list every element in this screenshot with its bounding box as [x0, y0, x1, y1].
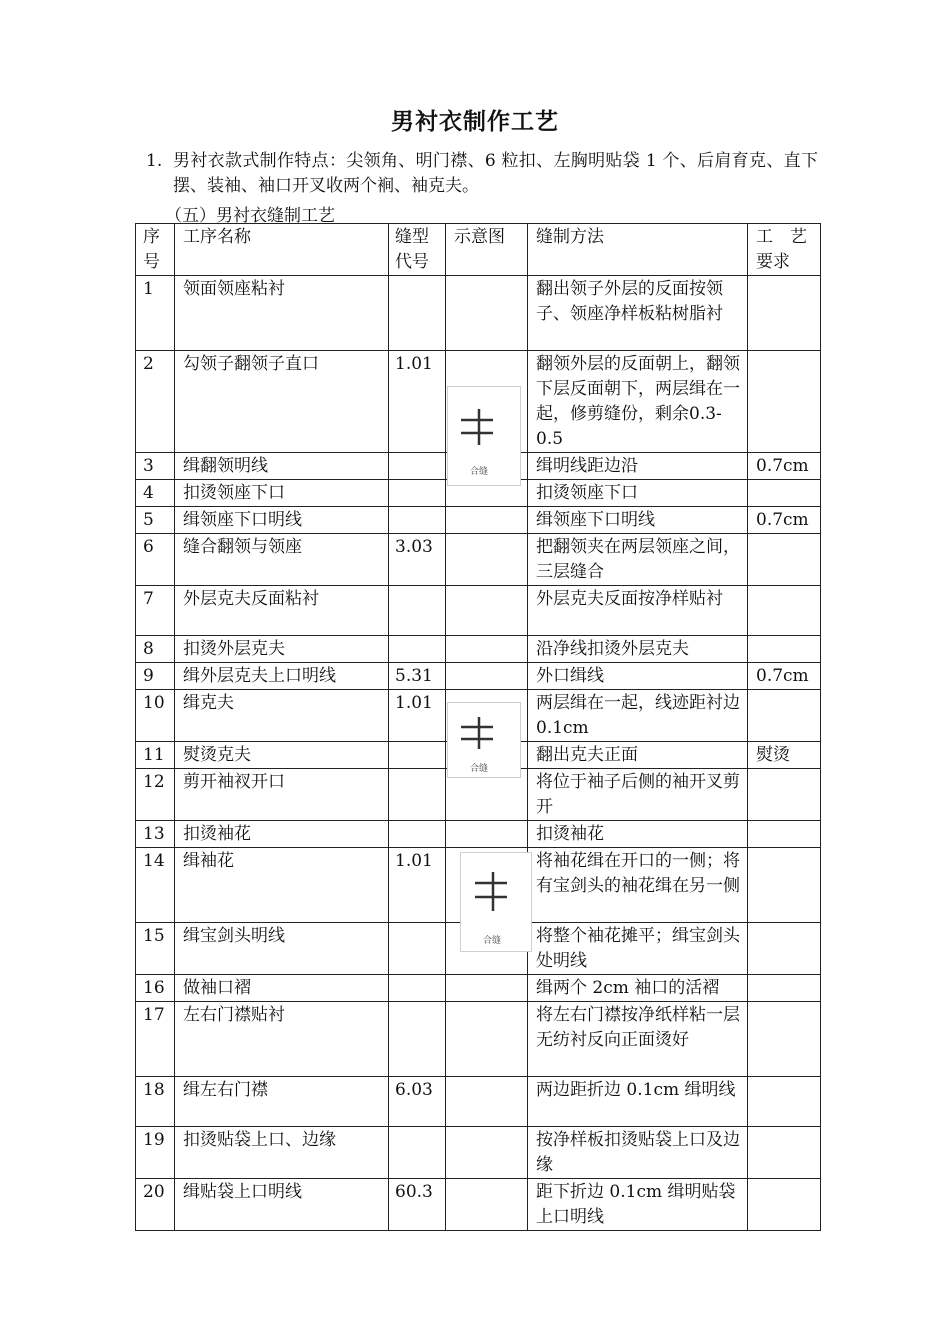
table-row [136, 276, 821, 351]
cell-seam-code [389, 742, 446, 769]
cell-seq: 11 [136, 742, 175, 769]
cell-requirement: 0.7cm [748, 507, 821, 534]
header-code: 缝型代号 [389, 224, 446, 276]
cell-requirement [748, 586, 821, 636]
cell-requirement: 熨烫 [748, 742, 821, 769]
cell-process-name: 缉宝剑头明线 [175, 923, 389, 975]
cell-process-name: 剪开袖衩开口 [175, 769, 389, 821]
cell-method: 缉两个 2cm 袖口的活褶 [528, 975, 748, 1002]
cell-seq: 6 [136, 534, 175, 586]
cell-method: 将左右门襟按净纸样粘一层无纺衬反向正面烫好 [528, 1002, 748, 1077]
cell-seam-code [389, 453, 446, 480]
cell-method: 将位于袖子后侧的袖开叉剪开 [528, 769, 748, 821]
cell-method: 沿净线扣烫外层克夫 [528, 636, 748, 663]
section-subheading: （五）男衬衣缝制工艺 [165, 206, 335, 226]
cell-process-name: 扣烫领座下口 [175, 480, 389, 507]
cell-seq: 14 [136, 848, 175, 923]
cell-seq: 7 [136, 586, 175, 636]
cell-process-name: 缉左右门襟 [175, 1077, 389, 1127]
cell-seam-code [389, 507, 446, 534]
cell-seam-code [389, 1127, 446, 1179]
cell-process-name: 缉翻领明线 [175, 453, 389, 480]
cell-requirement [748, 848, 821, 923]
cell-seam-code: 3.03 [389, 534, 446, 586]
cell-seq: 19 [136, 1127, 175, 1179]
cell-method: 按净样板扣烫贴袋上口及边缘 [528, 1127, 748, 1179]
cell-diagram [446, 636, 528, 663]
cell-seq: 2 [136, 351, 175, 453]
cell-requirement [748, 534, 821, 586]
cell-diagram [446, 1077, 528, 1127]
cell-method: 缉领座下口明线 [528, 507, 748, 534]
cell-requirement [748, 975, 821, 1002]
cell-diagram [446, 507, 528, 534]
table-row [136, 507, 821, 534]
cell-process-name: 左右门襟贴衬 [175, 1002, 389, 1077]
cell-seam-code: 1.01 [389, 848, 446, 923]
cell-diagram [446, 975, 528, 1002]
cell-seq: 1 [136, 276, 175, 351]
cell-method: 距下折边 0.1cm 缉明贴袋上口明线 [528, 1179, 748, 1231]
table-row [136, 1179, 821, 1231]
cell-process-name: 领面领座粘衬 [175, 276, 389, 351]
table-row [136, 663, 821, 690]
cell-process-name: 扣烫贴袋上口、边缘 [175, 1127, 389, 1179]
cell-seam-code [389, 586, 446, 636]
cell-process-name: 缉领座下口明线 [175, 507, 389, 534]
table-row [136, 1002, 821, 1077]
table-row [136, 586, 821, 636]
cell-seam-code [389, 769, 446, 821]
cell-seam-code: 1.01 [389, 351, 446, 453]
cell-method: 翻领外层的反面朝上，翻领下层反面朝下，两层缉在一起，修剪缝份，剩余0.3-0.5 [528, 351, 748, 453]
cell-seam-code: 60.3 [389, 1179, 446, 1231]
cell-diagram [446, 1127, 528, 1179]
cell-requirement [748, 480, 821, 507]
cell-method: 缉明线距边沿 [528, 453, 748, 480]
seam-diagram-3-svg [461, 853, 531, 951]
seam-diagram-3 [460, 852, 532, 952]
cell-seam-code [389, 480, 446, 507]
cell-process-name: 缉外层克夫上口明线 [175, 663, 389, 690]
header-seq: 序号 [136, 224, 175, 276]
cell-diagram [446, 1179, 528, 1231]
cell-process-name: 缉克夫 [175, 690, 389, 742]
cell-diagram [446, 534, 528, 586]
header-diagram: 示意图 [446, 224, 528, 276]
cell-seq: 8 [136, 636, 175, 663]
cell-requirement [748, 769, 821, 821]
seam-diagram-2-svg [448, 703, 520, 777]
cell-seq: 12 [136, 769, 175, 821]
cell-seam-code: 5.31 [389, 663, 446, 690]
cell-seq: 15 [136, 923, 175, 975]
intro-paragraph [146, 149, 818, 199]
cell-process-name: 熨烫克夫 [175, 742, 389, 769]
seam-diagram-3-caption: 合缝 [483, 936, 502, 946]
cell-requirement [748, 690, 821, 742]
cell-requirement [748, 636, 821, 663]
header-requirement: 工 艺要求 [748, 224, 821, 276]
cell-requirement [748, 821, 821, 848]
table-header-row [136, 224, 821, 276]
header-name: 工序名称 [175, 224, 389, 276]
cell-requirement: 0.7cm [748, 453, 821, 480]
cell-method: 两边距折边 0.1cm 缉明线 [528, 1077, 748, 1127]
cell-seq: 9 [136, 663, 175, 690]
cell-diagram [446, 663, 528, 690]
cell-method: 两层缉在一起，线迹距衬边 0.1cm [528, 690, 748, 742]
cell-method: 外层克夫反面按净样贴衬 [528, 586, 748, 636]
cell-seam-code: 6.03 [389, 1077, 446, 1127]
table-row [136, 975, 821, 1002]
intro-text: 男衬衣款式制作特点：尖领角、明门襟、6 粒扣、左胸明贴袋 1 个、后肩育克、直下摆、装袖、袖口开叉收两个裥、袖克夫。 [173, 151, 818, 196]
cell-requirement [748, 351, 821, 453]
cell-seam-code [389, 636, 446, 663]
seam-diagram-1 [447, 386, 521, 486]
cell-method: 外口缉线 [528, 663, 748, 690]
seam-diagram-2-caption: 合缝 [470, 764, 489, 774]
cell-seq: 16 [136, 975, 175, 1002]
cell-diagram [446, 586, 528, 636]
cell-method: 扣烫袖花 [528, 821, 748, 848]
cell-requirement [748, 1002, 821, 1077]
cell-requirement [748, 276, 821, 351]
cell-seam-code: 1.01 [389, 690, 446, 742]
cell-process-name: 缉贴袋上口明线 [175, 1179, 389, 1231]
cell-seq: 17 [136, 1002, 175, 1077]
cell-seam-code [389, 821, 446, 848]
cell-requirement [748, 1127, 821, 1179]
seam-diagram-1-svg [448, 387, 520, 485]
cell-seam-code [389, 1002, 446, 1077]
cell-seq: 10 [136, 690, 175, 742]
cell-process-name: 缝合翻领与领座 [175, 534, 389, 586]
cell-seam-code [389, 975, 446, 1002]
table-row [136, 636, 821, 663]
cell-diagram [446, 1002, 528, 1077]
cell-requirement: 0.7cm [748, 663, 821, 690]
cell-seq: 18 [136, 1077, 175, 1127]
table-row [136, 1127, 821, 1179]
table-row [136, 821, 821, 848]
cell-method: 将袖花缉在开口的一侧；将有宝剑头的袖花缉在另一侧 [528, 848, 748, 923]
header-method: 缝制方法 [528, 224, 748, 276]
cell-diagram [446, 821, 528, 848]
cell-method: 翻出克夫正面 [528, 742, 748, 769]
table-row [136, 1077, 821, 1127]
cell-seq: 13 [136, 821, 175, 848]
cell-requirement [748, 923, 821, 975]
cell-process-name: 外层克夫反面粘衬 [175, 586, 389, 636]
cell-seam-code [389, 923, 446, 975]
cell-process-name: 扣烫袖花 [175, 821, 389, 848]
cell-process-name: 勾领子翻领子直口 [175, 351, 389, 453]
seam-diagram-1-caption: 合缝 [470, 467, 489, 477]
cell-requirement [748, 1179, 821, 1231]
cell-method: 翻出领子外层的反面按领子、领座净样板粘树脂衬 [528, 276, 748, 351]
cell-diagram [446, 276, 528, 351]
page-title: 男衬衣制作工艺 [391, 108, 559, 135]
cell-method: 把翻领夹在两层领座之间，三层缝合 [528, 534, 748, 586]
cell-method: 将整个袖花摊平；缉宝剑头处明线 [528, 923, 748, 975]
cell-seq: 3 [136, 453, 175, 480]
intro-number: 1. [146, 151, 163, 171]
cell-seq: 5 [136, 507, 175, 534]
seam-diagram-2 [447, 702, 521, 778]
table-row [136, 534, 821, 586]
cell-seq: 4 [136, 480, 175, 507]
cell-method: 扣烫领座下口 [528, 480, 748, 507]
cell-requirement [748, 1077, 821, 1127]
cell-seam-code [389, 276, 446, 351]
cell-process-name: 缉袖花 [175, 848, 389, 923]
cell-process-name: 扣烫外层克夫 [175, 636, 389, 663]
cell-process-name: 做袖口褶 [175, 975, 389, 1002]
cell-seq: 20 [136, 1179, 175, 1231]
